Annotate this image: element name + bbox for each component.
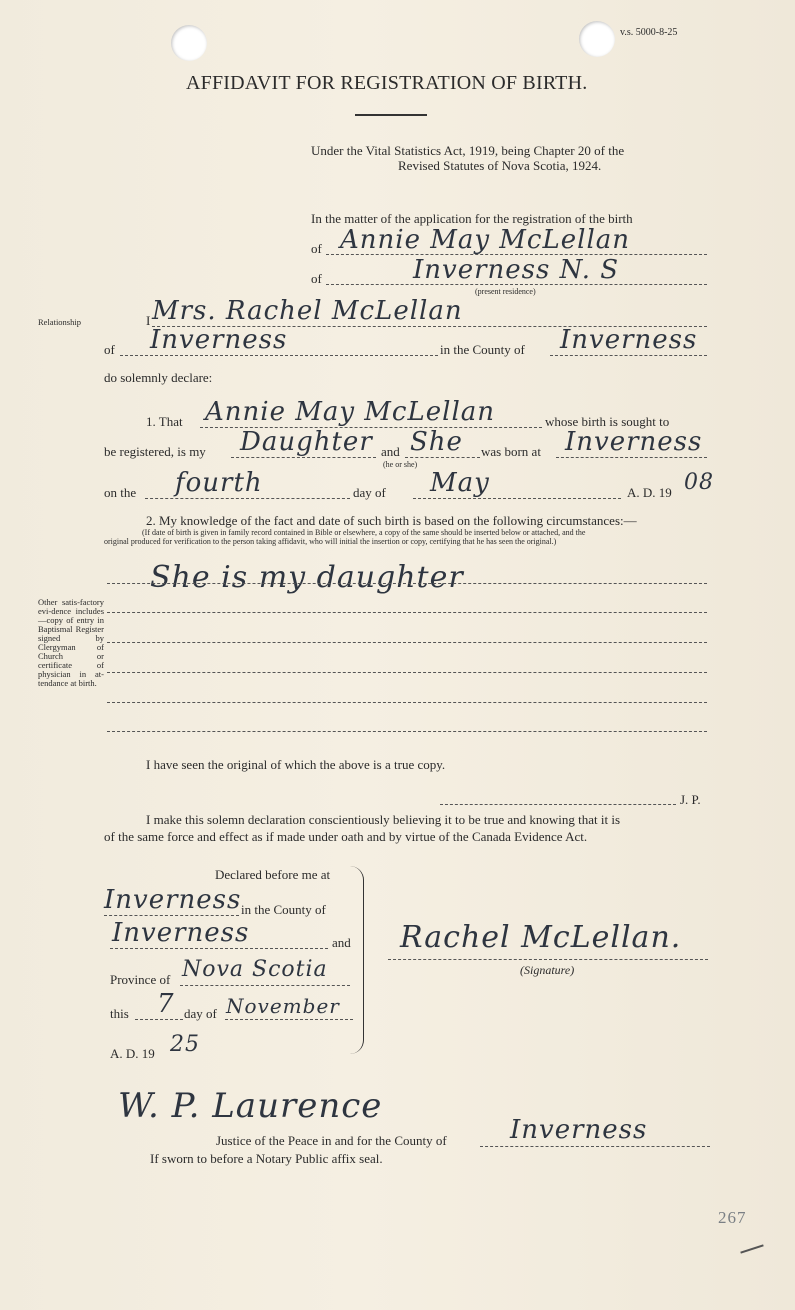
declarant-handwritten: Mrs. Rachel McLellan bbox=[152, 296, 463, 326]
that-name-handwritten: Annie May McLellan bbox=[205, 397, 496, 427]
p1-whose-label: whose birth is sought to bbox=[545, 414, 670, 429]
declarant-i-label: I bbox=[146, 313, 151, 328]
province-of-label: Province of bbox=[110, 972, 171, 987]
jp-line bbox=[440, 804, 676, 805]
birth-day-line bbox=[145, 498, 350, 499]
declared-at-line bbox=[104, 915, 239, 916]
signature-label: (Signature) bbox=[520, 963, 575, 977]
birth-day-handwritten: fourth bbox=[175, 468, 263, 498]
punch-hole-left bbox=[171, 25, 207, 61]
declared-year-handwritten: 25 bbox=[170, 1032, 200, 1057]
declared-month-handwritten: November bbox=[226, 994, 340, 1018]
declaration-line-2: of the same force and effect as if made under oath and by virtue of the Canada Evidence Act. bbox=[104, 829, 588, 844]
declared-day-of-label: day of bbox=[184, 1006, 217, 1021]
page-number: 267 bbox=[718, 1208, 747, 1227]
declarant-of-handwritten: Inverness bbox=[150, 325, 288, 355]
pronoun-line bbox=[405, 457, 480, 458]
residence-handwritten: Inverness N. S bbox=[413, 255, 620, 285]
birth-ad-label: A. D. 19 bbox=[627, 485, 672, 500]
p2-note-2: original produced for verification to the person taking affidavit, who will initial the insertion or copy, certifying that he has seen the original.) bbox=[104, 537, 557, 546]
declared-day-handwritten: 7 bbox=[157, 989, 175, 1019]
county-line bbox=[550, 355, 707, 356]
p1-born-at-label: was born at bbox=[481, 444, 541, 459]
pronoun-handwritten: She bbox=[410, 427, 463, 457]
residence-of-label: of bbox=[311, 271, 322, 286]
child-name-handwritten: Annie May McLellan bbox=[340, 225, 631, 255]
punch-hole-right bbox=[579, 21, 615, 57]
and-label: and bbox=[332, 935, 351, 950]
province-line bbox=[180, 985, 350, 986]
notary-note: If sworn to before a Notary Public affix seal. bbox=[150, 1151, 383, 1166]
he-or-she-label: (he or she) bbox=[383, 460, 418, 469]
child-of-label: of bbox=[311, 241, 322, 256]
signature-handwritten: Rachel McLellan. bbox=[400, 920, 682, 955]
jp-label: J. P. bbox=[680, 792, 701, 807]
declared-county-line bbox=[110, 948, 328, 949]
declared-at-handwritten: Inverness bbox=[104, 885, 242, 915]
in-the-county-of-label: in the County of bbox=[241, 902, 326, 917]
present-residence-label: (present residence) bbox=[475, 287, 536, 296]
declared-ad-label: A. D. 19 bbox=[110, 1046, 155, 1061]
declared-county-handwritten: Inverness bbox=[112, 918, 250, 948]
circumstances-line-5 bbox=[107, 702, 707, 703]
declarant-of-line bbox=[120, 355, 438, 356]
relationship-label: Relationship bbox=[38, 317, 81, 327]
side-note: Other satis-factory evi-dence includes —copy of entry in Baptismal Register signed by Clergyman of Church or certificate of physician in at-tendance at birth. bbox=[38, 597, 104, 688]
pencil-check-mark bbox=[740, 1244, 763, 1253]
declared-day-line bbox=[135, 1019, 183, 1020]
page-title: AFFIDAVIT FOR REGISTRATION OF BIRTH. bbox=[186, 72, 588, 94]
declaration-bracket bbox=[345, 866, 364, 1054]
declaration-line-1: I make this solemn declaration conscientiously believing it to be true and knowing that it is bbox=[146, 812, 621, 827]
circumstances-line-2 bbox=[107, 612, 707, 613]
justice-signature-handwritten: W. P. Laurence bbox=[118, 1086, 383, 1126]
relation-handwritten: Daughter bbox=[240, 427, 373, 457]
circumstances-line-3 bbox=[107, 642, 707, 643]
this-label: this bbox=[110, 1006, 129, 1021]
circumstances-line-4 bbox=[107, 672, 707, 673]
circumstances-handwritten: She is my daughter bbox=[150, 560, 464, 595]
act-line-1: Under the Vital Statistics Act, 1919, being Chapter 20 of the bbox=[311, 143, 625, 158]
circumstances-line-1 bbox=[107, 583, 707, 584]
justice-county-handwritten: Inverness bbox=[510, 1115, 648, 1145]
province-handwritten: Nova Scotia bbox=[182, 957, 328, 982]
birth-month-handwritten: May bbox=[430, 468, 490, 498]
declarant-of-label: of bbox=[104, 342, 115, 357]
solemnly-declare: do solemnly declare: bbox=[104, 370, 213, 385]
on-the-label: on the bbox=[104, 485, 137, 500]
birth-month-line bbox=[413, 498, 621, 499]
matter-line: In the matter of the application for the registration of the birth bbox=[311, 211, 633, 226]
p1-registered-label: be registered, is my bbox=[104, 444, 206, 459]
p1-and-label: and bbox=[381, 444, 400, 459]
born-at-handwritten: Inverness bbox=[565, 427, 703, 457]
justice-label: Justice of the Peace in and for the County of bbox=[216, 1133, 447, 1148]
birth-year-handwritten: 08 bbox=[684, 470, 714, 495]
act-line-2: Revised Statutes of Nova Scotia, 1924. bbox=[398, 158, 602, 173]
title-rule bbox=[355, 114, 427, 116]
justice-county-line bbox=[480, 1146, 710, 1147]
p2-text: 2. My knowledge of the fact and date of such birth is based on the following circumstances:— bbox=[146, 513, 637, 528]
seen-original: I have seen the original of which the above is a true copy. bbox=[146, 757, 446, 772]
day-of-label: day of bbox=[353, 485, 386, 500]
p1-that-label: 1. That bbox=[146, 414, 183, 429]
born-at-line bbox=[556, 457, 707, 458]
county-handwritten: Inverness bbox=[560, 325, 698, 355]
county-label: in the County of bbox=[440, 342, 525, 357]
p2-note-1: (If date of birth is given in family record contained in Bible or elsewhere, a copy of the same should be inserted below or attached, and the bbox=[142, 528, 586, 537]
relation-line bbox=[231, 457, 376, 458]
signature-line bbox=[388, 959, 708, 960]
form-code: v.s. 5000-8-25 bbox=[620, 27, 678, 38]
circumstances-line-6 bbox=[107, 731, 707, 732]
declared-before: Declared before me at bbox=[215, 867, 331, 882]
